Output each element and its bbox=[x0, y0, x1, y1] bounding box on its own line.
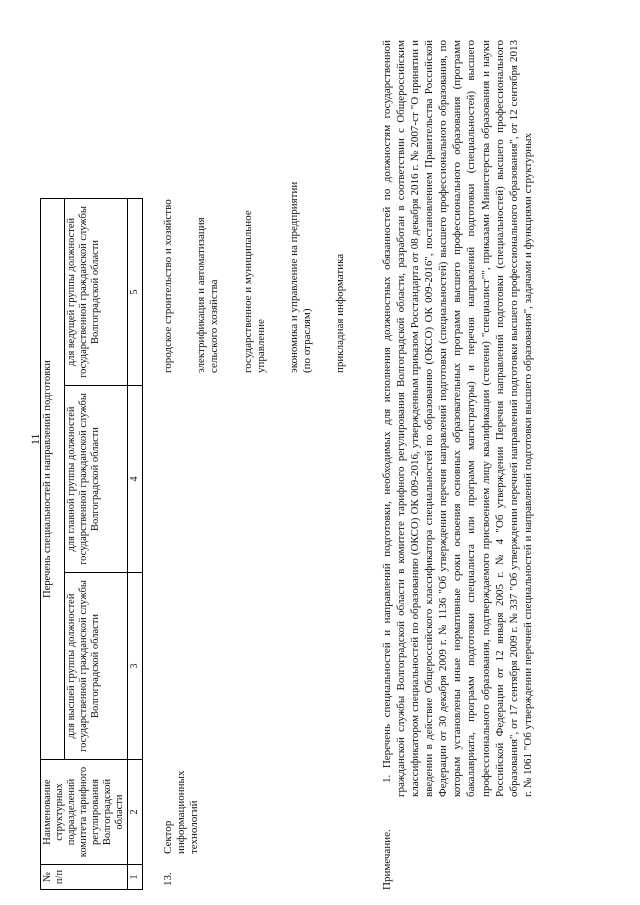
note-text: 1. Перечень специальностей и направлений подготовки, необходимых для исполнения должностных обязанностей по должностям государственной гражданской службы Волгоградской области в комитете тарифного регулирования Волгоградской области, разработан в соответствии с Общероссийским классификатором специальностей по образованию (ОКСО) ОК 009-2016, утвержденным приказом Росстандарта от 08 декабря 2016 г. № 2007-ст "О принятии и введении в действие Общероссийского классификатора специальностей по образованию (ОКСО) ОК 009-2016", постановлением Правительства Российской Федерации от 30 декабря 2009 г. № 1136 "Об утверждении перечня направлений подготовки (специальностей) высшего профессионального образования, по которым установлены иные нормативные сроки освоения основных образовательных программ высшего профессионального образования (программ бакалавриата, программ подготовки специалиста или программ магистратуры) и перечня направлений подготовки (специальностей) высшего профессионального образования, подтверждаемого присвоением лицу квалификации (степени) "специалист"", приказами Министерства образования и науки Российской Федерации от 12 января 2005 г. № 4 "Об утверждении Перечня направлений подготовки (специальностей) высшего профессионального образования", от 17 сентября 2009 г. № 337 "Об утверждении перечней направлений подготовки высшего профессионального образования", от 12 сентября 2013 г. № 1061 "Об утверждении перечней специальностей и направлений подготовки высшего образования", задачами и функциями структурных bbox=[381, 40, 534, 797]
page-number: 11 bbox=[28, 433, 42, 445]
specialty-item: электрификация и автоматизация сельского хозяйства bbox=[195, 217, 221, 373]
header-group-title: Перечень специальностей и направлений подготовки bbox=[41, 199, 65, 760]
table-header-row bbox=[41, 199, 65, 890]
department-name: Сектор информационных технологий bbox=[162, 770, 201, 854]
column-number: 2 bbox=[128, 760, 143, 865]
note-label: Примечание. bbox=[381, 829, 393, 890]
column-number: 5 bbox=[128, 199, 143, 386]
column-header-number: № п/п bbox=[41, 865, 128, 890]
column-header-leading-group: для ведущей группы должностей государственной гражданской службы Волгоградской области bbox=[65, 199, 128, 386]
rotated-page-content bbox=[40, 40, 580, 890]
specialty-item: прикладная информатика bbox=[334, 253, 347, 373]
column-header-main-group: для главной группы должностей государственной гражданской службы Волгоградской области bbox=[65, 386, 128, 573]
column-header-highest-group: для высшей группы должностей государственной гражданской службы Волгоградской области bbox=[65, 573, 128, 760]
column-number: 4 bbox=[128, 386, 143, 573]
column-header-department: Наименование структурных подразделений комитета тарифного регулирования Волгоградской области bbox=[41, 760, 128, 865]
specialties-table bbox=[40, 198, 143, 890]
specialty-item: городское строительство и хозяйство bbox=[162, 199, 174, 373]
specialty-item: государственное и муниципальное управление bbox=[241, 210, 267, 373]
specialty-item: экономика и управление на предприятии (по отраслям) bbox=[287, 181, 314, 373]
leading-group-specialties bbox=[162, 173, 368, 373]
column-number: 1 bbox=[128, 865, 143, 890]
column-number: 3 bbox=[128, 573, 143, 760]
column-number-row bbox=[128, 199, 143, 890]
row-number: 13. bbox=[162, 872, 174, 886]
